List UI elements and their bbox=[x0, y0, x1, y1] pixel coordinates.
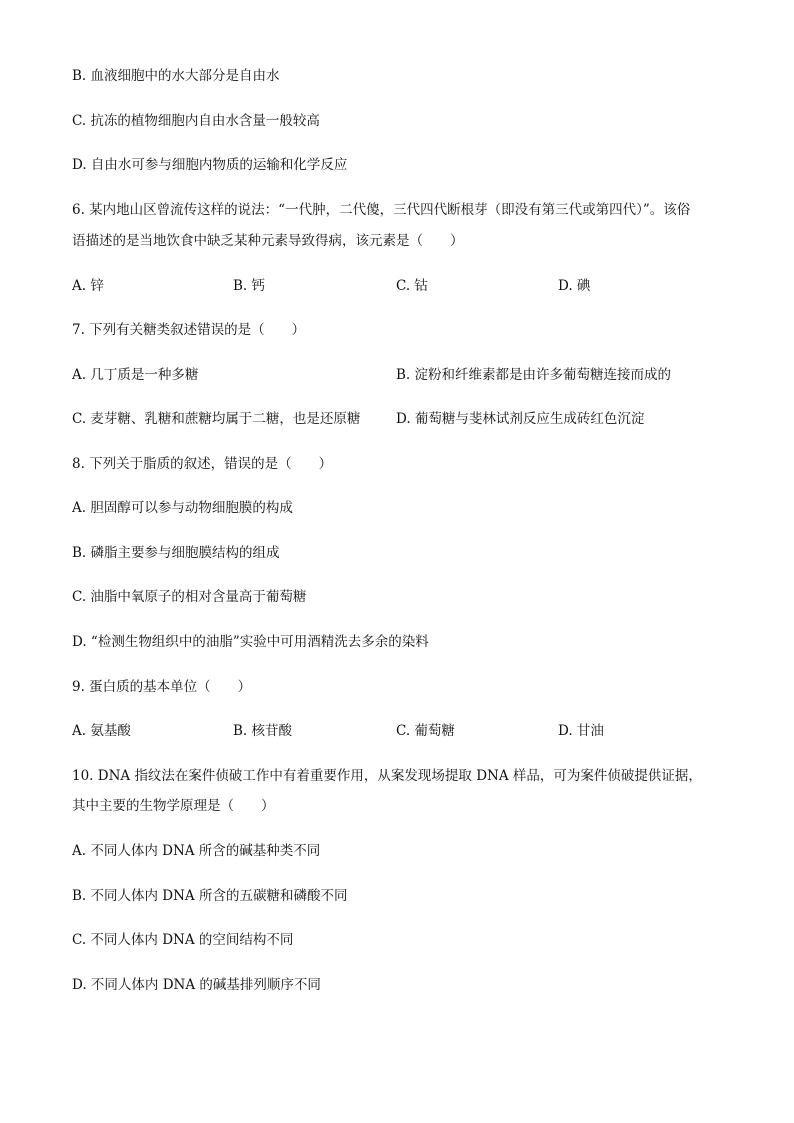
q10-stem-line-2: 其中主要的生物学原理是（ ） bbox=[72, 798, 275, 814]
q6-option-d: D. 碘 bbox=[558, 278, 591, 294]
q5-option-c: C. 抗冻的植物细胞内自由水含量一般较高 bbox=[72, 113, 320, 129]
q9-option-d: D. 甘油 bbox=[558, 723, 604, 739]
q8-option-c: C. 油脂中氧原子的相对含量高于葡萄糖 bbox=[72, 589, 307, 605]
q9-stem: 9. 蛋白质的基本单位（ ） bbox=[72, 679, 252, 695]
q10-option-c: C. 不同人体内 DNA 的空间结构不同 bbox=[72, 932, 294, 948]
q5-option-d: D. 自由水可参与细胞内物质的运输和化学反应 bbox=[72, 157, 348, 173]
q10-stem-line-1: 10. DNA 指纹法在案件侦破工作中有着重要作用，从案发现场提取 DNA 样品，可为案件侦破提供证据， bbox=[72, 768, 702, 784]
q6-stem-line-2: 语描述的是当地饮食中缺乏某种元素导致得病，该元素是（ ） bbox=[72, 233, 464, 249]
q8-option-b: B. 磷脂主要参与细胞膜结构的组成 bbox=[72, 545, 280, 561]
q6-option-b: B. 钙 bbox=[233, 278, 266, 294]
q7-option-a: A. 几丁质是一种多糖 bbox=[72, 367, 199, 383]
q10-option-a: A. 不同人体内 DNA 所含的碱基种类不同 bbox=[72, 843, 321, 859]
q5-option-b: B. 血液细胞中的水大部分是自由水 bbox=[72, 68, 280, 84]
q8-stem: 8. 下列关于脂质的叙述，错误的是（ ） bbox=[72, 456, 333, 472]
q10-option-d: D. 不同人体内 DNA 的碱基排列顺序不同 bbox=[72, 977, 321, 993]
q9-option-b: B. 核苷酸 bbox=[233, 723, 293, 739]
q7-stem: 7. 下列有关糖类叙述错误的是（ ） bbox=[72, 322, 306, 338]
q7-option-c: C. 麦芽糖、乳糖和蔗糖均属于二糖，也是还原糖 bbox=[72, 411, 361, 427]
q6-option-a: A. 锌 bbox=[72, 278, 104, 294]
q6-stem-line-1: 6. 某内地山区曾流传这样的说法：“一代肿，二代傻，三代四代断根芽（即没有第三代或第四代）”。该俗 bbox=[72, 202, 691, 218]
q9-option-a: A. 氨基酸 bbox=[72, 723, 131, 739]
q7-option-d: D. 葡萄糖与斐林试剂反应生成砖红色沉淀 bbox=[396, 411, 645, 427]
q10-option-b: B. 不同人体内 DNA 所含的五碳糖和磷酸不同 bbox=[72, 888, 348, 904]
q8-option-d: D. “检测生物组织中的油脂”实验中可用酒精洗去多余的染料 bbox=[72, 634, 429, 650]
q6-option-c: C. 钴 bbox=[396, 278, 428, 294]
q9-option-c: C. 葡萄糖 bbox=[396, 723, 455, 739]
q7-option-b: B. 淀粉和纤维素都是由许多葡萄糖连接而成的 bbox=[396, 367, 672, 383]
q8-option-a: A. 胆固醇可以参与动物细胞膜的构成 bbox=[72, 500, 293, 516]
